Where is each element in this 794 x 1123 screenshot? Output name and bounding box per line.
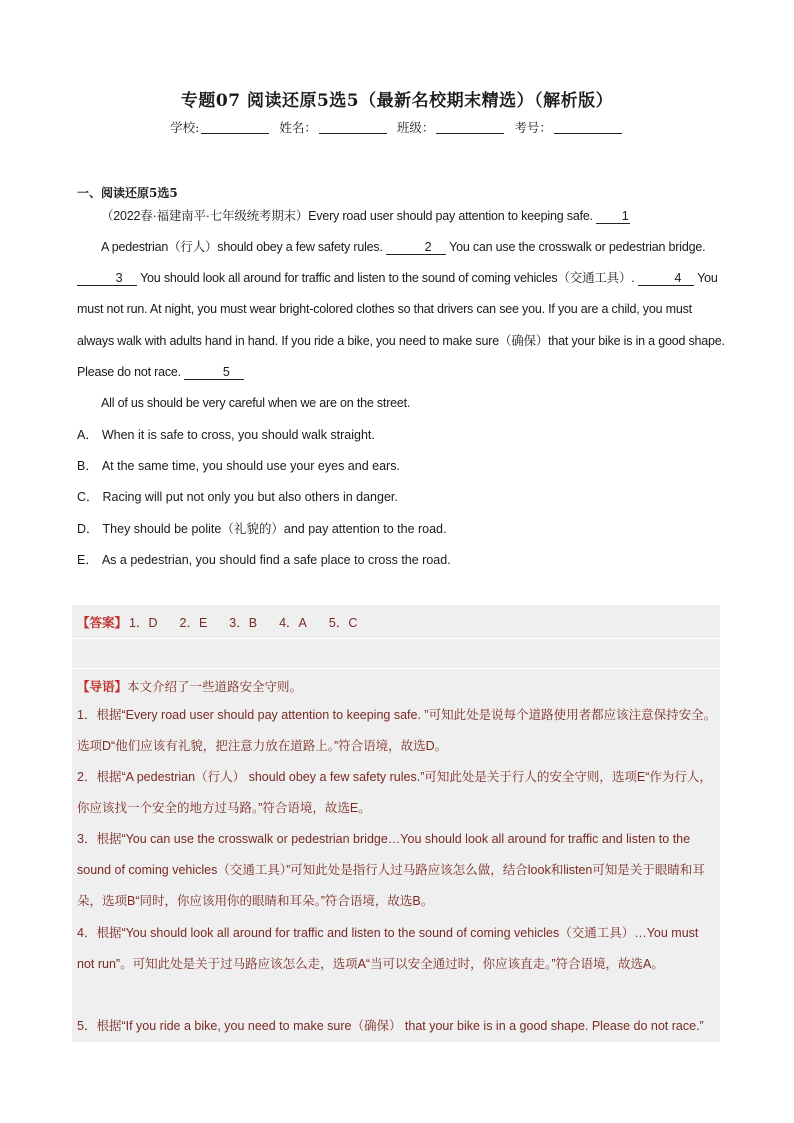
section-title: 一、阅读还原5选5 [77,186,178,200]
explanation-2: 2．根据“A pedestrian（行人） should obey a few safety rules.”可知此处是关于行人的安全守则，选项E“作为行人，你应该找一个安全的地方过马路。”符合语境，故选E。 [77,770,712,816]
number-blank[interactable] [554,121,622,134]
answer-item: 4．A [279,616,307,630]
answer-item: 1．D [129,616,158,630]
passage-text: A pedestrian（行人）should obey a few safety rules. [101,240,383,254]
class-blank[interactable] [436,121,504,134]
explanation-3: 3．根据“You can use the crosswalk or pedestrian bridge…You should look all around for traffic and listen to the sound of coming vehicles（交通工具）”可知此处是指行人过马路应该怎么做，结合look和listen可知是关于眼睛和耳朵，选项B“同时，你应该用你的眼睛和耳朵。”符合语境，故选B。 [77,832,705,909]
blank-4: 4 [638,271,694,286]
answer-tag: 【答案】 [77,615,128,630]
options-list [77,420,451,576]
option-c: C． Racing will put not only you but also others in danger. [77,490,398,505]
passage-text: You must not run. At night, you must wear bright-colored clothes so that drivers can see you. If you are a child, you must always walk with adults hand in hand. If you ride a bike, you need to make sure（确保）that your bike is in a good shape. Please do not race. [77,271,725,379]
name-label: 姓名： [279,120,317,135]
blank-1: 1 [596,209,630,224]
school-blank[interactable] [201,121,269,134]
option-d: D． They should be polite（礼貌的）and pay attention to the road. [77,521,447,536]
option-a: A． When it is safe to cross, you should walk straight. [77,428,375,442]
class-label: 班级： [396,120,435,135]
explanation-4: 4．根据“You should look all around for traffic and listen to the sound of coming vehicles（交通工具）…You must not run”。可知此处是关于过马路应该怎么走，选项A“当可以安全通过时，你应该直走。”符合语境，故选A。 [77,926,699,972]
passage-text: You should look all around for traffic and listen to the sound of coming vehicles（交通工具）. [140,271,635,286]
passage-paragraph-1 [77,201,727,232]
passage-paragraph-3: All of us should be very careful when we are on the street. [101,396,411,410]
guide-tag: 【导语】 [77,679,128,694]
school-label: 学校: [170,120,200,135]
blank-5: 5 [184,365,244,380]
blank-3: 3 [77,271,137,286]
number-label: 考号： [514,120,552,135]
option-e: E． As a pedestrian, you should find a safe place to cross the road. [77,552,451,567]
blank-2: 2 [386,240,446,255]
answer-explanation-box [72,605,720,1042]
answer-item: 2．E [179,616,208,630]
answer-item: 5．C [328,616,358,630]
source-note: （2022春·福建南平·七年级统考期末） [101,209,309,223]
passage-text: You can use the crosswalk or pedestrian bridge. [449,240,706,254]
guide-line [77,677,302,695]
explanation-1: 1．根据“Every road user should pay attention to keeping safe. ”可知此处是说每个道路使用者都应该注意保持安全。选项D“他们应该有礼貌，把注意力放在道路上。”符合语境，故选D。 [77,708,717,754]
explanation-5: 5．根据“If you ride a bike, you need to make sure（确保） that your bike is in a good shape. Please do not race.” [77,1019,704,1033]
passage-paragraph-2 [77,232,727,388]
guide-text: 本文介绍了一些道路安全守则。 [127,680,303,694]
name-blank[interactable] [319,121,387,134]
answer-line [77,613,379,631]
option-b: B． At the same time, you should use your eyes and ears. [77,459,400,474]
student-info-line [0,118,794,136]
passage-text: Every road user should pay attention to keeping safe. [308,209,593,223]
page-title: 专题07 阅读还原5选5（最新名校期末精选）（解析版） [180,91,614,111]
answer-item: 3．B [229,616,258,630]
